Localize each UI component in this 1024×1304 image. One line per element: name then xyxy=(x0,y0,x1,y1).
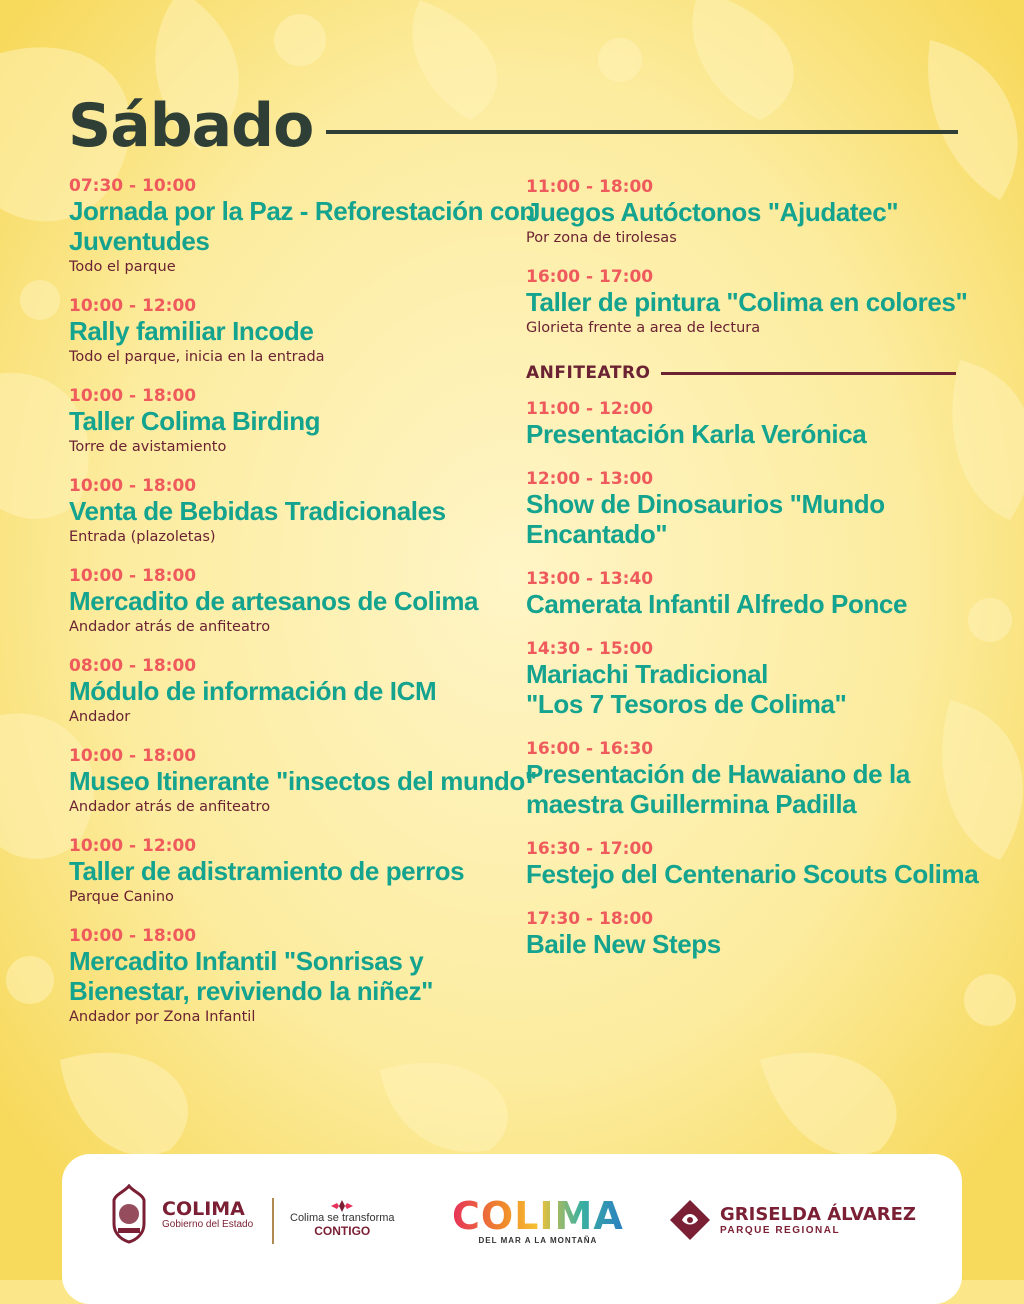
event-name: Show de Dinosaurios "Mundo xyxy=(526,489,885,519)
event-name-line2: Bienestar, reviviendo la niñez" xyxy=(69,976,434,1006)
event-item xyxy=(69,836,509,906)
event-time: 16:00 - 17:00 xyxy=(526,267,654,287)
event-name: Taller de pintura "Colima en colores" xyxy=(526,287,968,317)
event-name: Museo Itinerante "insectos del mundo" xyxy=(69,766,537,796)
gov-subtitle: Gobierno del Estado xyxy=(162,1218,254,1230)
event-location: Glorieta frente a area de lectura xyxy=(526,320,761,336)
event-time: 10:00 - 18:00 xyxy=(69,476,197,496)
event-item xyxy=(526,839,979,889)
brand-tagline: DEL MAR A LA MONTAÑA xyxy=(478,1236,598,1245)
event-item xyxy=(526,569,966,619)
event-time: 08:00 - 18:00 xyxy=(69,656,197,676)
event-name: Juegos Autóctonos "Ajudatec" xyxy=(526,197,899,227)
event-location: Parque Canino xyxy=(69,889,174,905)
event-time: 16:30 - 17:00 xyxy=(526,839,654,859)
event-name-line2: "Los 7 Tesoros de Colima" xyxy=(526,689,847,719)
event-time: 17:30 - 18:00 xyxy=(526,909,654,929)
event-item xyxy=(526,469,966,549)
event-item xyxy=(69,656,509,726)
event-name-line2: Juventudes xyxy=(69,226,210,256)
title-divider xyxy=(326,130,958,134)
right-column xyxy=(526,177,979,959)
event-name: Festejo del Centenario Scouts Colima xyxy=(526,859,979,889)
event-location: Entrada (plazoletas) xyxy=(69,529,216,545)
event-time: 10:00 - 18:00 xyxy=(69,746,197,766)
event-item xyxy=(69,176,535,276)
event-item xyxy=(526,399,966,449)
event-time: 10:00 - 18:00 xyxy=(69,926,197,946)
event-location: Andador xyxy=(69,709,131,725)
event-time: 13:00 - 13:40 xyxy=(526,569,654,589)
gov-name: COLIMA xyxy=(162,1197,245,1220)
event-time: 07:30 - 10:00 xyxy=(69,176,197,196)
slogan-line2: CONTIGO xyxy=(314,1224,371,1238)
event-name: Camerata Infantil Alfredo Ponce xyxy=(526,589,908,619)
section-label: ANFITEATRO xyxy=(526,363,651,383)
slogan-logo xyxy=(290,1200,395,1238)
colima-government-logo xyxy=(104,1184,253,1244)
event-name: Mariachi Tradicional xyxy=(526,659,768,689)
event-time: 16:00 - 16:30 xyxy=(526,739,654,759)
event-name-line2: Encantado" xyxy=(526,519,668,549)
event-name: Jornada por la Paz - Reforestación con xyxy=(69,196,535,226)
event-item xyxy=(526,639,966,719)
event-item xyxy=(69,566,509,636)
event-name: Venta de Bebidas Tradicionales xyxy=(69,496,446,526)
event-location: Torre de avistamiento xyxy=(69,439,227,455)
event-time: 10:00 - 12:00 xyxy=(69,296,197,316)
slogan-line1: Colima se transforma xyxy=(290,1212,395,1224)
event-name: Baile New Steps xyxy=(526,929,721,959)
event-location: Andador por Zona Infantil xyxy=(69,1009,256,1025)
event-name-line2: maestra Guillermina Padilla xyxy=(526,789,857,819)
event-location: Andador atrás de anfiteatro xyxy=(69,799,271,815)
section-divider xyxy=(661,372,956,375)
event-time: 10:00 - 18:00 xyxy=(69,566,197,586)
left-column xyxy=(69,176,537,1026)
page-title: Sábado xyxy=(68,91,314,161)
event-location: Todo el parque xyxy=(69,259,176,275)
event-time: 14:30 - 15:00 xyxy=(526,639,654,659)
event-item xyxy=(526,739,966,819)
event-item xyxy=(526,267,966,337)
event-time: 12:00 - 13:00 xyxy=(526,469,654,489)
event-name: Presentación Karla Verónica xyxy=(526,419,867,449)
event-location: Andador atrás de anfiteatro xyxy=(69,619,271,635)
event-name: Módulo de información de ICM xyxy=(69,676,437,706)
brand-name: COLIMA xyxy=(452,1194,624,1238)
park-emblem-icon xyxy=(668,1198,712,1242)
state-seal-icon xyxy=(104,1184,154,1244)
event-item xyxy=(69,746,537,816)
event-name: Presentación de Hawaiano de la xyxy=(526,759,910,789)
event-time: 10:00 - 12:00 xyxy=(69,836,197,856)
event-item xyxy=(526,177,966,247)
event-name: Mercadito de artesanos de Colima xyxy=(69,586,479,616)
event-item xyxy=(69,926,509,1026)
event-name: Taller de adistramiento de perros xyxy=(69,856,465,886)
flower-icon xyxy=(331,1200,353,1212)
event-name: Rally familiar Incode xyxy=(69,316,314,346)
section-header-anfiteatro xyxy=(526,363,966,383)
event-time: 11:00 - 18:00 xyxy=(526,177,654,197)
event-item xyxy=(69,386,509,456)
event-time: 11:00 - 12:00 xyxy=(526,399,654,419)
park-logo xyxy=(668,1198,916,1242)
park-subtitle: PARQUE REGIONAL xyxy=(720,1224,841,1236)
event-location: Todo el parque, inicia en la entrada xyxy=(69,349,325,365)
event-name: Mercadito Infantil "Sonrisas y xyxy=(69,946,424,976)
event-item xyxy=(526,909,966,959)
event-item xyxy=(69,296,509,366)
park-name: GRISELDA ÁLVAREZ xyxy=(720,1203,916,1225)
event-name: Taller Colima Birding xyxy=(69,406,321,436)
event-item xyxy=(69,476,509,546)
footer-divider xyxy=(272,1198,274,1244)
colima-tourism-logo xyxy=(452,1196,624,1245)
event-time: 10:00 - 18:00 xyxy=(69,386,197,406)
event-location: Por zona de tirolesas xyxy=(526,230,677,246)
